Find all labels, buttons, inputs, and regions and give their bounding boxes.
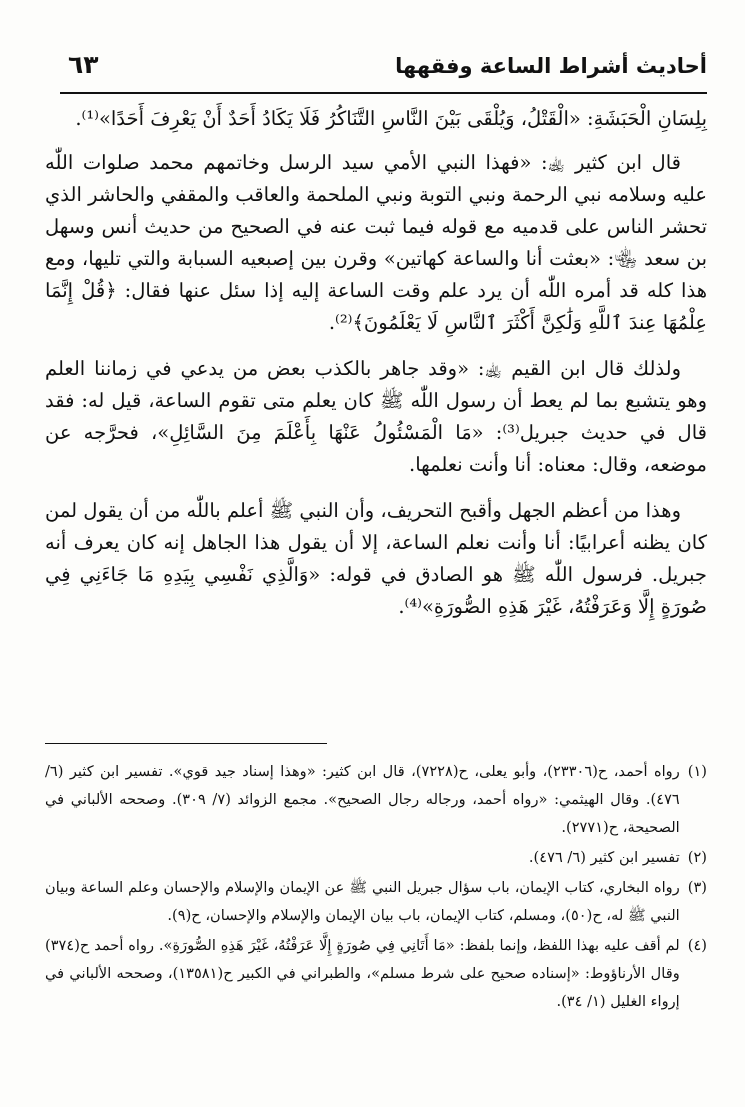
footnote-number: (١) [687,763,707,780]
footnote-3 [45,874,707,930]
footnote-4 [45,932,707,1016]
page-number: ٦٣ [68,50,99,79]
footnote-text: رواه أحمد، ح(٢٣٣٠٦)، وأبو يعلى، ح(٧٢٢٨)، قال ابن كثير: «وهذا إسناد جيد قوي». تفسير ابن كثير (٦/ ٤٧٦). وقال الهيثمي: «رواه أحمد، ورجاله رجال الصحيح». مجمع الزوائد (٧/ ٣٠٩). وصححه الألباني في الصحيحة، ح(٢٧٧١). [45,763,680,836]
footnote-1 [45,758,707,842]
footnote-text: لم أقف عليه بهذا اللفظ، وإنما بلفظ: «مَا أَتَانِي فِي صُورَةٍ إِلَّا عَرَفْتُهُ، غَيْرَ هَذِهِ الصُّورَةِ». رواه أحمد ح(٣٧٤) وقال الأرناؤوط: «إسناده صحيح على شرط مسلم»، والطبراني في الكبير ح(١٣٥٨١)، وصححه الألباني في إرواء الغليل (١/ ٣٤). [45,937,680,1010]
footnote-separator [45,743,327,744]
footnote-2 [45,844,707,872]
paragraph-2: قال ابن كثير ﵀: «فهذا النبي الأمي سيد الرسل وخاتمهم محمد صلوات اللّٰه عليه وسلامه نبي الرحمة ونبي التوبة ونبي الملحمة والعاقب والمقفي والحاشر الذي تحشر الناس على قدميه مع قوله فيما ثبت عنه في الصحيح من حديث أنس وسهل بن سعد ﵄: «بعثت أنا والساعة كهاتين» وقرن بين إصبعيه السبابة والتي تليها، ومع هذا كله قد أمره اللّٰه أن يرد علم وقت الساعة إليه إذا سئل عنها فقال: ﴿قُلْ إِنَّمَا عِلْمُهَا عِندَ ٱللَّهِ وَلَٰكِنَّ أَكْثَرَ ٱلنَّاسِ لَا يَعْلَمُونَ﴾⁽²⁾. [45,151,707,334]
footnotes [45,758,707,1018]
footnote-number: (٤) [687,937,707,954]
main-text [45,103,707,637]
page-header [60,48,707,94]
footnote-text: تفسير ابن كثير (٦/ ٤٧٦). [528,849,680,866]
paragraph-4: وهذا من أعظم الجهل وأقبح التحريف، وأن النبي ﷺ أعلم باللّٰه من أن يقول لمن كان يظنه أعرابيًا: أنا وأنت نعلم الساعة، إلا أن يقول هذا الجاهل إنه كان يعرف أنه جبريل. فرسول اللّٰه ﷺ هو الصادق في قوله: «وَالَّذِي نَفْسِي بِيَدِهِ مَا جَاءَنِي فِي صُورَةٍ إِلَّا وَعَرَفْتُهُ، غَيْرَ هَذِهِ الصُّورَةِ»⁽⁴⁾. [45,499,707,618]
running-title: أحاديث أشراط الساعة وفقهها [395,54,707,78]
footnote-text: رواه البخاري، كتاب الإيمان، باب سؤال جبريل النبي ﷺ عن الإيمان والإسلام والإحسان وعلم الساعة وبيان النبي ﷺ له، ح(٥٠)، ومسلم، كتاب الإيمان، باب بيان الإيمان والإسلام والإحسان، ح(٩). [45,879,680,924]
paragraph-3: ولذلك قال ابن القيم ﵀: «وقد جاهر بالكذب بعض من يدعي في زماننا العلم وهو يتشبع بما لم يعط أن رسول اللّٰه ﷺ كان يعلم متى تقوم الساعة، قيل له: فقد قال في حديث جبريل⁽³⁾: «مَا الْمَسْئُولُ عَنْهَا بِأَعْلَمَ مِنَ السَّائِلِ»، فحرَّجه عن موضعه، وقال: معناه: أنا وأنت نعلمها. [45,357,707,476]
footnote-number: (٢) [687,849,707,866]
paragraph-1: بِلِسَانِ الْحَبَشَةِ: «الْقَتْلُ، وَيُلْقَى بَيْنَ النَّاسِ التَّنَاكُرُ فَلَا يَكَادُ أَحَدٌ أَنْ يَعْرِفَ أَحَدًا»⁽¹⁾. [75,107,707,130]
footnote-number: (٣) [687,879,707,896]
